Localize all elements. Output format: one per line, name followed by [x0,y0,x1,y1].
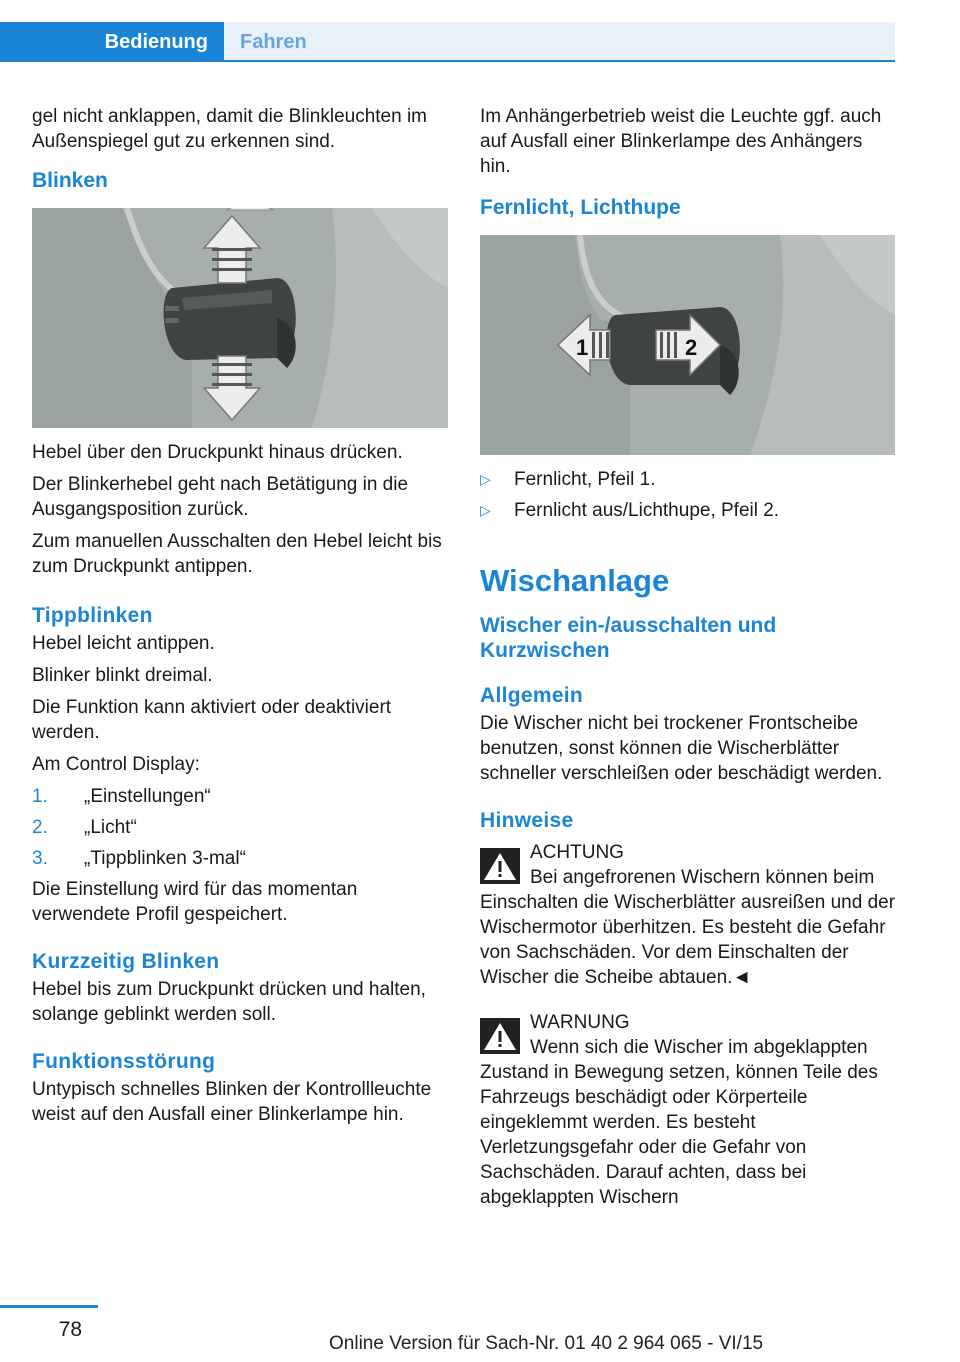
turn-signal-illustration [32,208,448,428]
list-item [480,467,898,492]
paragraph: Hebel bis zum Druckpunkt drücken und halten, solange geblinkt werden soll. [32,979,426,1025]
heading-fernlicht: Fernlicht, Lichthupe [480,196,681,219]
intro-text: Im Anhängerbetrieb weist die Leuchte ggf. auch auf Ausfall einer Blinkerlampe des Anhängers hin. [480,106,882,177]
triangle-bullet-icon: ▷ [480,471,491,487]
arrow-1-label: 1 [576,335,589,360]
step-text: „Licht“ [84,817,137,838]
steps-list [32,784,450,871]
top-navigation [0,0,895,62]
footer-version: Online Version für Sach-Nr. 01 40 2 964 065 - VI/15 [329,1333,764,1354]
step-text: „Tippblinken 3-mal“ [84,848,246,869]
warning-text: Wenn sich die Wischer im abgeklappten Zustand in Bewegung setzen, können Teile des Fahrzeugs beschädigt oder Körperteile eingeklemmt werden. Es besteht Verletzungsgefahr oder die Gefahr von Sachschäden. Darauf achten, dass bei abgeklappten Wischern [480,1037,878,1208]
intro-text: gel nicht anklappen, damit die Blinkleuchten im Außenspiegel gut zu erkennen sind. [32,106,428,152]
warning-title: ACHTUNG [530,842,624,863]
paragraph: Die Wischer nicht bei trockener Frontscheibe benutzen, sonst können die Wischerblätter schneller verschleißen oder beschädigt werden. [480,713,883,784]
list-item [32,815,450,840]
tab-fahren[interactable]: Fahren [224,22,895,62]
heading-blinken: Blinken [32,169,108,192]
paragraph: Hebel über den Druckpunkt hinaus drücken. [32,442,403,463]
warning-notice [480,1010,898,1210]
page-number: 78 [58,1318,82,1341]
heading-wischer: Wischer ein-/ausschalten und Kurzwischen [480,614,777,662]
warning-title: WARNUNG [530,1012,630,1033]
step-number: 1. [32,786,48,807]
header-divider [0,60,895,62]
paragraph: Hebel leicht antippen. [32,633,215,654]
caution-notice [480,840,898,990]
heading-tippblinken: Tippblinken [32,604,153,627]
paragraph: Untypisch schnelles Blinken der Kontrollleuchte weist auf den Ausfall einer Blinkerlampe hin. [32,1079,432,1125]
left-column [32,104,450,1134]
heading-wischanlage: Wischanlage [480,563,670,598]
paragraph: Zum manuellen Ausschalten den Hebel leicht bis zum Druckpunkt antippen. [32,531,442,577]
bullet-text: Fernlicht, Pfeil 1. [514,469,656,490]
paragraph: Die Funktion kann aktiviert oder deaktiviert werden. [32,697,392,743]
heading-hinweise: Hinweise [480,809,574,832]
footer-divider [0,1305,98,1308]
warning-text: Bei angefrorenen Wischern können beim Einschalten die Wischerblätter ausreißen und der Wischermotor überhitzen. Es besteht die Gefahr von Sachschäden. Vor dem Einschalten der Wischer die Scheibe abtauen.◄ [480,867,896,988]
heading-allgemein: Allgemein [480,684,584,707]
step-text: „Einstellungen“ [84,786,211,807]
list-item [32,846,450,871]
paragraph: Die Einstellung wird für das momentan verwendete Profil gespeichert. [32,879,358,925]
list-item [32,784,450,809]
triangle-bullet-icon: ▷ [480,502,491,518]
high-beam-illustration [480,235,895,455]
list-item [480,498,898,523]
turn-signal-lever-figure [32,208,448,428]
warning-triangle-icon [480,1018,520,1054]
arrow-2-label: 2 [685,335,698,360]
heading-kurzzeitig-blinken: Kurzzeitig Blinken [32,950,220,973]
bullet-text: Fernlicht aus/Lichthupe, Pfeil 2. [514,500,780,521]
high-beam-lever-figure [480,235,895,455]
step-number: 3. [32,848,48,869]
step-number: 2. [32,817,48,838]
tab-bedienung[interactable]: Bedienung [0,22,224,62]
paragraph: Blinker blinkt dreimal. [32,665,213,686]
heading-funktionsstoerung: Funktionsstörung [32,1050,216,1073]
paragraph: Am Control Display: [32,754,200,775]
paragraph: Der Blinkerhebel geht nach Betätigung in die Ausgangsposition zurück. [32,474,409,520]
bullet-list [480,467,898,523]
right-column [480,104,898,1224]
warning-triangle-icon [480,848,520,884]
